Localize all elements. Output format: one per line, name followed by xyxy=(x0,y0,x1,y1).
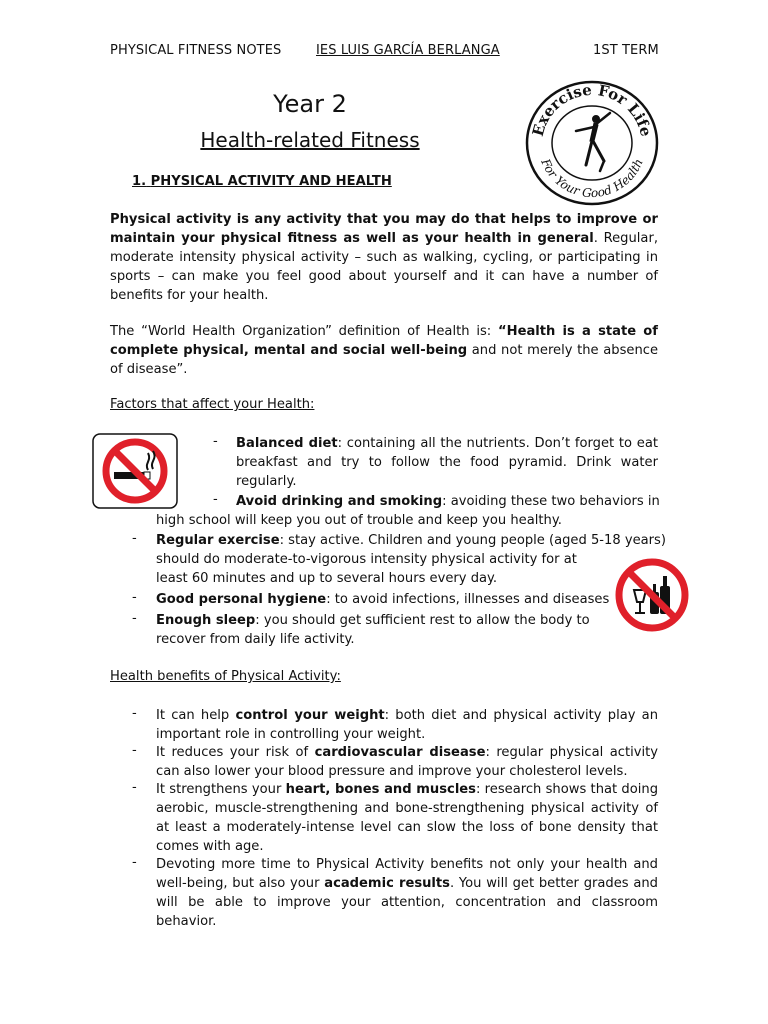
header-left: PHYSICAL FITNESS NOTES xyxy=(110,43,282,58)
factor-personal-hygiene: Good personal hygiene: to avoid infections, illnesses and diseases xyxy=(156,592,610,607)
logo-top-text: Exercise For Life xyxy=(528,80,656,139)
benefits-heading: Health benefits of Physical Activity: xyxy=(110,669,341,684)
logo-bottom-text: For Your Good Health xyxy=(538,156,646,201)
header-center: IES LUIS GARCÍA BERLANGA xyxy=(316,43,500,58)
factor-avoid-drinking-smoking-cont: high school will keep you out of trouble and keep you healthy. xyxy=(156,513,562,528)
no-smoking-icon xyxy=(92,433,178,509)
factor-regular-exercise: Regular exercise: stay active. Children and young people (aged 5-18 years) xyxy=(156,533,666,548)
factors-heading: Factors that affect your Health: xyxy=(110,397,315,412)
section-heading xyxy=(132,174,392,189)
no-drinking-icon xyxy=(612,556,692,634)
factor-enough-sleep: Enough sleep: you should get sufficient rest to allow the body to xyxy=(156,613,590,628)
para2-pre: The “World Health Organization” definition of Health is: xyxy=(110,324,498,339)
para2-post: and not merely the absence of disease”. xyxy=(110,343,658,377)
page-subtitle: Health-related Fitness xyxy=(200,128,420,152)
factor-regular-exercise-line2: should do moderate-to-vigorous intensity physical activity for at xyxy=(156,552,577,567)
factor-regular-exercise-line3: least 60 minutes and up to several hours every day. xyxy=(156,571,498,586)
para2-bold: “Health is a state of complete physical, mental and social well-being xyxy=(110,324,658,358)
factor-enough-sleep-line2: recover from daily life activity. xyxy=(156,632,355,647)
factor-balanced-diet: Balanced diet: containing all the nutrients. Don’t forget to eat breakfast and try to follow the food pyramid. Drink water regularly. xyxy=(236,436,658,489)
dancer-icon xyxy=(576,113,610,171)
exercise-for-life-logo xyxy=(524,79,660,207)
para1-bold: Physical activity is any activity that you may do that helps to improve or maintain your physical fitness as well as your health in general xyxy=(110,212,658,246)
paragraph-who xyxy=(110,322,658,379)
benefit-cardiovascular: It reduces your risk of cardiovascular disease: regular physical activity can also lower your blood pressure and improve your cholesterol levels. xyxy=(156,745,658,779)
paragraph-definition xyxy=(110,210,658,305)
header-right: 1ST TERM xyxy=(593,43,659,58)
page-title: Year 2 xyxy=(273,90,347,118)
benefit-academic-results: Devoting more time to Physical Activity benefits not only your health and well-being, but also your academic results. You will get better grades and will be able to improve your attention, concentration and classroom behavior. xyxy=(156,857,658,929)
factor-avoid-drinking-smoking: Avoid drinking and smoking: avoiding these two behaviors in xyxy=(236,494,660,509)
section-number: 1. xyxy=(132,174,147,189)
benefit-control-weight: It can help control your weight: both diet and physical activity play an important role in controlling your weight. xyxy=(156,708,659,742)
para1-rest: . Regular, moderate intensity physical activity – such as walking, cycling, or participating in sports – can make you feel good about yourself and it can have a number of benefits for your health. xyxy=(110,231,658,303)
section-title: PHYSICAL ACTIVITY AND HEALTH xyxy=(150,174,392,189)
svg-text:Exercise For Life xyxy=(529,81,655,138)
benefit-heart-bones-muscles: It strengthens your heart, bones and muscles: research shows that doing aerobic, muscle-strengthening and bone-strengthening physical activity of at least a moderately-intense level can slow the loss of bone density that comes with age. xyxy=(156,782,659,854)
